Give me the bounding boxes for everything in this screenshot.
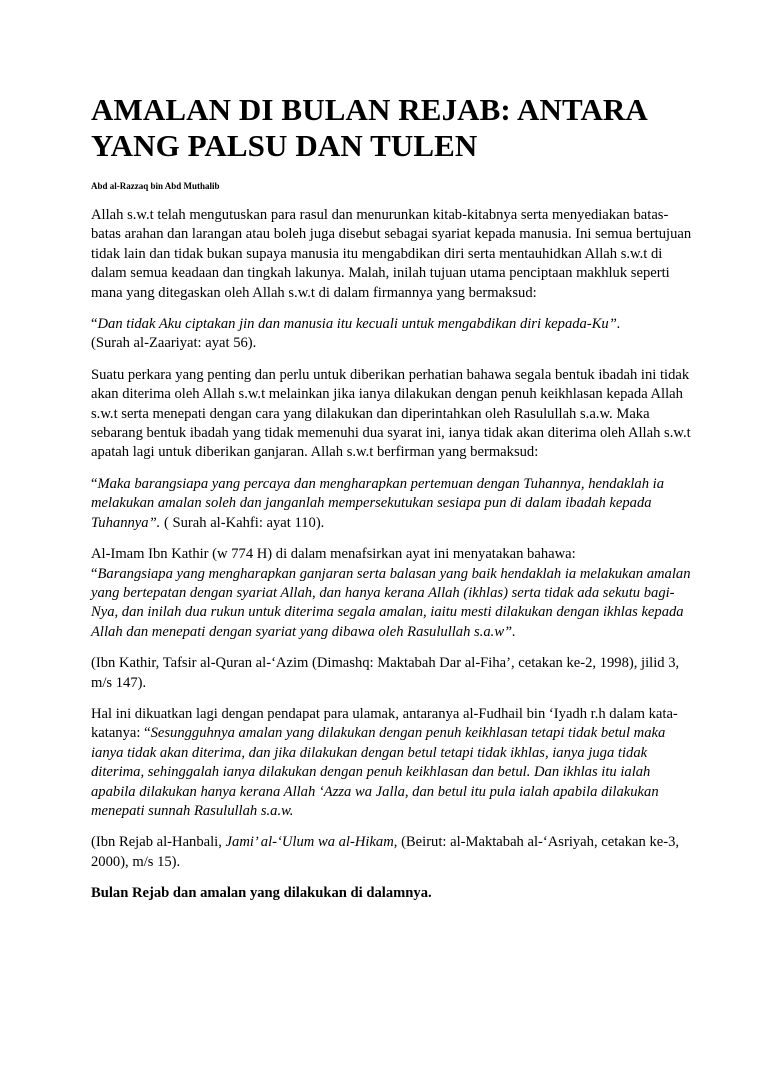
document-page xyxy=(91,92,693,904)
fudhail-quote: Sesungguhnya amalan yang dilakukan dengan penuh keikhlasan tetapi tidak betul maka ianya tidak akan diterima, dan jika dilakukan dengan betul tetapi tidak ikhlas, ianya juga tidak diterima, sehinggalah ianya dilakukan dengan penuh keikhlasan dan betul. Dan ikhlas itu ialah apabila dilakukan hanya kerana Allah ‘Azza wa Jalla, dan betul itu pula ialah apabila dilakukan menepati sunnah Rasulullah s.a.w. xyxy=(91,725,666,819)
quote-zaariyat-text: Dan tidak Aku ciptakan jin dan manusia itu kecuali untuk mengabdikan diri kepada-Ku”. xyxy=(97,316,621,333)
paragraph-fudhail xyxy=(91,705,693,821)
fudhail-intro: Hal ini dikuatkan lagi dengan pendapat para ulamak, antaranya al-Fudhail bin ‘Iyadh r.h dalam kata-katanya: “ xyxy=(91,705,678,742)
ref2-title: Jami’ al-‘Ulum wa al-Hikam xyxy=(225,834,394,851)
paragraph-ibadah: Suatu perkara yang penting dan perlu untuk diberikan perhatian bahawa segala bentuk ibadah ini tidak akan diterima oleh Allah s.w.t melainkan jika ianya dilakukan dengan penuh keikhlasan kepada Allah s.w.t serta menepati dengan cara yang dilakukan dan diperintahkan oleh Rasulullah s.a.w. Maka sebarang bentuk ibadah yang tidak memenuhi dua syarat ini, ianya tidak akan diterima oleh Allah s.w.t apatah lagi untuk diberikan ganjaran. Allah s.w.t berfirman yang bermaksud: xyxy=(91,366,691,461)
ibn-kathir-intro: Al-Imam Ibn Kathir (w 774 H) di dalam menafsirkan ayat ini menyatakan bahawa: xyxy=(91,546,576,563)
quote-zaariyat xyxy=(91,315,693,354)
ref2-post: , (Beirut: al-Maktabah al-‘Asriyah, cetakan ke-3, 2000), m/s 15). xyxy=(91,834,680,870)
author-name: Abd al-Razzaq bin Abd Muthalib xyxy=(91,181,220,191)
ref2-pre: (Ibn Rejab al-Hanbali, xyxy=(91,834,226,851)
document-title: AMALAN DI BULAN REJAB: ANTARA YANG PALSU DAN TULEN xyxy=(91,92,647,163)
quote-kahfi-text: Maka barangsiapa yang percaya dan mengharapkan pertemuan dengan Tuhannya, hendaklah ia melakukan amalan soleh dan janganlah mempersekutukan sesiapa pun di dalam ibadah kepada Tuhannya”. xyxy=(91,475,664,531)
reference-ibn-rejab xyxy=(91,833,693,872)
quote-zaariyat-ref: (Surah al-Zaariyat: ayat 56). xyxy=(91,335,257,352)
section-heading-rejab: Bulan Rejab dan amalan yang dilakukan di dalamnya. xyxy=(91,885,432,902)
reference-ibn-kathir: (Ibn Kathir, Tafsir al-Quran al-‘Azim (Dimashq: Maktabah Dar al-Fiha’, cetakan ke-2, 1998), jilid 3, m/s 147). xyxy=(91,655,680,691)
quote-open-mark: “ xyxy=(91,475,98,492)
quote-kahfi xyxy=(91,475,693,533)
quote-kahfi-ref: ( Surah al-Kahfi: ayat 110). xyxy=(160,514,325,531)
quote-open-mark: “ xyxy=(91,565,98,582)
quote-open-mark: “ xyxy=(91,316,98,333)
paragraph-ibn-kathir xyxy=(91,545,693,642)
paragraph-intro: Allah s.w.t telah mengutuskan para rasul dan menurunkan kitab-kitabnya serta menyediakan batas-batas arahan dan larangan atau boleh juga disebut sebagai syariat kepada manusia. Ini semua bertujuan tidak lain dan tidak bukan supaya manusia itu mengabdikan diri serta mentauhidkan Allah s.w.t di dalam semua keadaan dan tingkah lakunya. Malah, inilah tujuan utama penciptaan makhluk seperti mana yang ditegaskan oleh Allah s.w.t di dalam firmannya yang bermaksud: xyxy=(91,207,692,301)
ibn-kathir-quote: Barangsiapa yang mengharapkan ganjaran serta balasan yang baik hendaklah ia melakukan amalan yang bertepatan dengan syariat Allah, dan hanya kerana Allah (ikhlas) serta tidak ada sekutu bagi-Nya, dan inilah dua rukun untuk diterima segala amalan, iaitu mesti dilakukan dengan ikhlas kepada Allah dan menepati dengan syariat yang dibawa oleh Rasulullah s.a.w”. xyxy=(91,565,691,640)
